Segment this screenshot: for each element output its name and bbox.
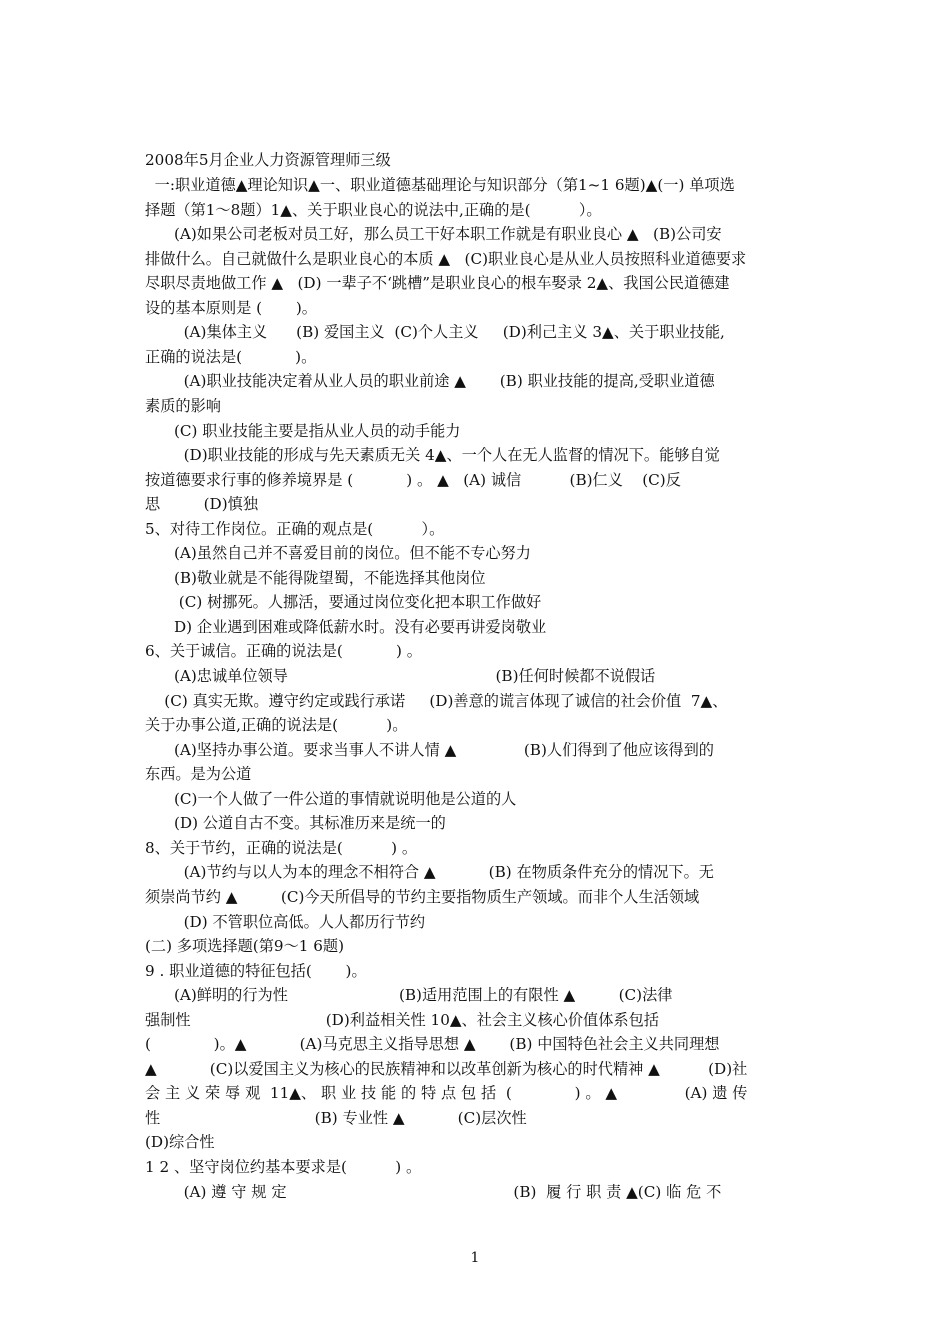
text-line: (D)综合性 xyxy=(145,1133,215,1152)
text-line: 择题（第1～8题）1▲、关于职业良心的说法中,正确的是( ）。 xyxy=(145,200,602,219)
text-line: (D)职业技能的形成与先天素质无关 4▲、一个人在无人监督的情况下。能够自觉 xyxy=(145,446,720,465)
text-line: (二) 多项选择题(第9～1 6题) xyxy=(145,937,345,956)
text-line: (A)节约与以人为本的理念不相符合 ▲ (B) 在物质条件充分的情况下。无 xyxy=(145,863,714,882)
text-line: 强制性 (D)利益相关性 10▲、社会主义核心价值体系包括 xyxy=(145,1010,659,1029)
text-line: 1 2 、坚守岗位约基本要求是( ) 。 xyxy=(145,1158,422,1176)
text-line: (A)集体主义 (B) 爱国主义 (C)个人主义 (D)利己主义 3▲、关于职业技能, xyxy=(145,323,725,342)
text-line: (D) 不管职位高低。人人都历行节约 xyxy=(145,912,426,931)
document-title: 2008年5月企业人力资源管理师三级 xyxy=(145,151,391,169)
text-line: (A)如果公司老板对员工好，那么员工干好本职工作就是有职业良心 ▲ (B)公司安 xyxy=(145,225,722,244)
text-line: (C) 职业技能主要是指从业人员的动手能力 xyxy=(145,421,461,440)
text-line: (A) 遵 守 规 定 (B) 履 行 职 责 ▲(C) 临 危 不 xyxy=(145,1182,722,1201)
text-line: (B)敬业就是不能得陇望蜀，不能选择其他岗位 xyxy=(145,568,486,587)
text-line: (A)忠诚单位领导 (B)任何时候都不说假话 xyxy=(145,667,656,685)
page-number: 1 xyxy=(470,1250,480,1266)
text-line: 5、对待工作岗位。正确的观点是( ）。 xyxy=(145,519,445,538)
text-line: (D) 公道自古不变。其标准历来是统一的 xyxy=(145,814,446,833)
text-line: 按道德要求行事的修养境界是 ( ) 。 ▲ (A) 诚信 (B)仁义 (C)反 xyxy=(145,470,681,489)
text-line: ▲ (C)以爱国主义为核心的民族精神和以改革创新为核心的时代精神 ▲ (D)社 xyxy=(145,1059,748,1078)
text-line: (A)坚持办事公道。要求当事人不讲人情 ▲ (B)人们得到了他应该得到的 xyxy=(145,740,714,759)
text-line: (C) 树挪死。人挪活，要通过岗位变化把本职工作做好 xyxy=(145,593,542,612)
text-line: D) 企业遇到困难或降低薪水时。没有必要再讲爱岗敬业 xyxy=(145,617,547,636)
text-line: (A)虽然自己并不喜爱目前的岗位。但不能不专心努力 xyxy=(145,544,531,563)
text-line: 正确的说法是( )。 xyxy=(145,347,317,366)
text-line: 6、关于诚信。正确的说法是( ) 。 xyxy=(145,642,422,661)
text-line: 关于办事公道,正确的说法是( )。 xyxy=(145,716,408,735)
text-line: 素质的影响 xyxy=(145,396,221,415)
text-line: 一:职业道德▲理论知识▲一、职业道德基础理论与知识部分（第1~1 6题)▲(一) 单项选 xyxy=(145,176,735,194)
text-line: 设的基本原则是 ( )。 xyxy=(145,298,317,317)
text-line: (A)职业技能决定着从业人员的职业前途 ▲ (B) 职业技能的提高,受职业道德 xyxy=(145,372,715,391)
text-line: 8、关于节约，正确的说法是( ) 。 xyxy=(145,838,418,857)
text-line: (A)鲜明的行为性 (B)适用范围上的有限性 ▲ (C)法律 xyxy=(145,986,673,1005)
text-line: 东西。是为公道 xyxy=(145,765,252,784)
text-line: (C) 真实无欺。遵守约定或践行承诺 (D)善意的谎言体现了诚信的社会价值 7▲、 xyxy=(145,691,728,710)
text-line: 9 . 职业道德的特征包括( )。 xyxy=(145,961,367,980)
text-line: 性 (B) 专业性 ▲ (C)层次性 xyxy=(145,1108,527,1127)
text-line: 须崇尚节约 ▲ (C)今天所倡导的节约主要指物质生产领域。而非个人生活领域 xyxy=(145,887,700,906)
text-line: 会 主 义 荣 辱 观 11▲、 职 业 技 能 的 特 点 包 括 ( ) 。 ▲ (A) 遗 传 xyxy=(145,1084,748,1103)
text-line: 思 (D)慎独 xyxy=(145,495,259,514)
text-line: ( )。▲ (A)马克思主义指导思想 ▲ (B) 中国特色社会主义共同理想 xyxy=(145,1035,720,1054)
text-line: 排做什么。自己就做什么是职业良心的本质 ▲ (C)职业良心是从业人员按照科业道德要求 xyxy=(145,249,747,268)
text-line: (C)一个人做了一件公道的事情就说明他是公道的人 xyxy=(145,789,517,808)
text-line: 尽职尽责地做工作 ▲ (D) 一辈子不‘跳槽”是职业良心的根车娶录 2▲、我国公民道德建 xyxy=(145,274,730,293)
